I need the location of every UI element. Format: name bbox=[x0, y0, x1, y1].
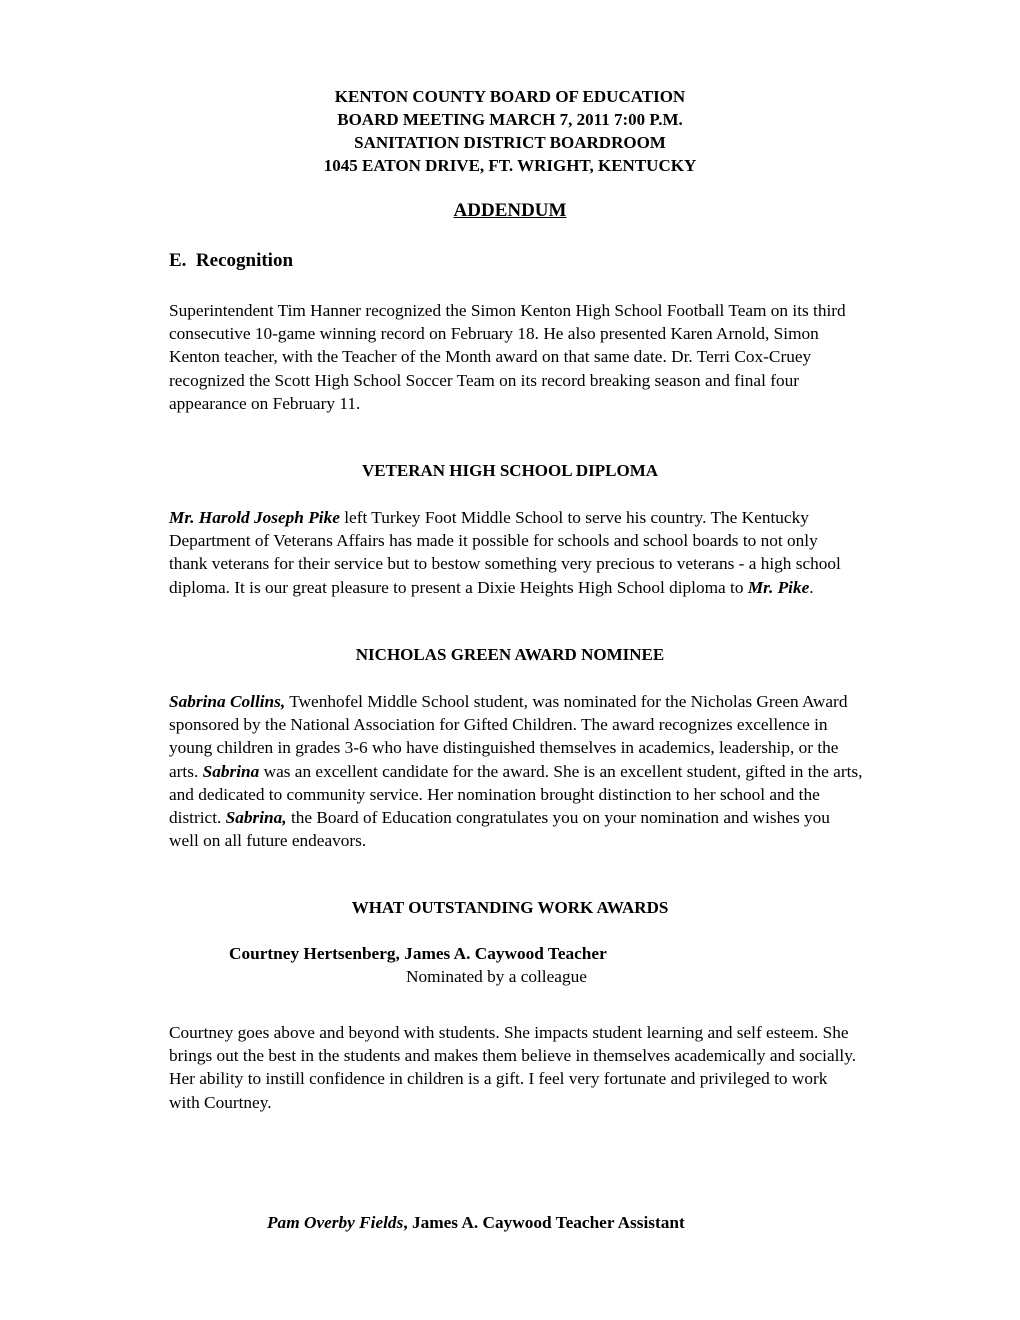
recognition-heading: E. Recognition bbox=[169, 250, 294, 271]
nicholas-text: and dedicated to community service. Her nomination brought distinction to her school and the bbox=[169, 784, 820, 804]
nicholas-text: sponsored by the National Association for Gifted Children. The award recognizes excellence in bbox=[169, 715, 828, 735]
award1-line: brings out the best in the students and makes them believe in themselves academically and socially. bbox=[169, 1046, 857, 1066]
veteran-paragraph bbox=[169, 506, 981, 599]
veteran-text: . bbox=[809, 577, 814, 597]
veteran-name: Mr. Harold Joseph Pike bbox=[169, 508, 340, 527]
recognition-line: Kenton teacher, with the Teacher of the Month award on that same date. Dr. Terri Cox-Cruey bbox=[169, 347, 812, 367]
nominee-name: Sabrina Collins, bbox=[169, 692, 286, 711]
what-heading: WHAT OUTSTANDING WORK AWARDS bbox=[351, 898, 669, 917]
nicholas-text: district. bbox=[169, 808, 226, 828]
award1-paragraph bbox=[169, 1021, 981, 1114]
award1-line: Courtney goes above and beyond with students. She impacts student learning and self esteem. She bbox=[169, 1023, 849, 1042]
veteran-name-short: Mr. Pike bbox=[747, 577, 810, 597]
nicholas-text: arts. bbox=[169, 761, 203, 781]
award1-line: Her ability to instill confidence in children is a gift. I feel very fortunate and privileged to work bbox=[169, 1069, 828, 1089]
nominee-name: Sabrina, bbox=[225, 808, 287, 828]
addendum-title: ADDENDUM bbox=[453, 200, 567, 221]
nicholas-text: Twenhofel Middle School student, was nominated for the Nicholas Green Award bbox=[285, 692, 848, 711]
veteran-text: thank veterans for their service but to bestow something very precious to veterans - a high school bbox=[169, 554, 841, 574]
veteran-heading: VETERAN HIGH SCHOOL DIPLOMA bbox=[361, 461, 659, 480]
award1-line: with Courtney. bbox=[169, 1092, 272, 1112]
recognition-line: recognized the Scott High School Soccer Team on its record breaking season and final four bbox=[169, 370, 800, 390]
header-line-3: SANITATION DISTRICT BOARDROOM bbox=[354, 133, 666, 152]
veteran-text: diploma. It is our great pleasure to present a Dixie Heights High School diploma to bbox=[169, 577, 748, 597]
award1-subtitle: Nominated by a colleague bbox=[406, 967, 587, 986]
nicholas-heading: NICHOLAS GREEN AWARD NOMINEE bbox=[355, 645, 665, 664]
nicholas-text: the Board of Education congratulates you on your nomination and wishes you bbox=[286, 808, 830, 828]
header-line-4: 1045 EATON DRIVE, FT. WRIGHT, KENTUCKY bbox=[323, 156, 697, 175]
recognition-line: consecutive 10-game winning record on February 18. He also presented Karen Arnold, Simon bbox=[169, 324, 819, 344]
header-line-1: KENTON COUNTY BOARD OF EDUCATION bbox=[334, 87, 686, 106]
recognition-line: appearance on February 11. bbox=[169, 393, 361, 413]
header-line-2: BOARD MEETING MARCH 7, 2011 7:00 P.M. bbox=[337, 110, 683, 129]
award2-role: , James A. Caywood Teacher Assistant bbox=[403, 1213, 685, 1232]
award1-title: Courtney Hertsenberg, James A. Caywood Teacher bbox=[229, 944, 607, 963]
nicholas-text: well on all future endeavors. bbox=[169, 831, 367, 851]
award2-title bbox=[267, 1213, 685, 1233]
recognition-paragraph bbox=[169, 299, 981, 415]
recognition-line: Superintendent Tim Hanner recognized the Simon Kenton High School Football Team on its third bbox=[169, 301, 846, 320]
nicholas-text: was an excellent candidate for the award. She is an excellent student, gifted in the arts, bbox=[259, 761, 863, 781]
nicholas-text: young children in grades 3-6 who have distinguished themselves in academics, leadership, or the bbox=[169, 738, 839, 758]
veteran-text: left Turkey Foot Middle School to serve his country. The Kentucky bbox=[339, 508, 809, 527]
nicholas-paragraph bbox=[169, 690, 981, 852]
nominee-name: Sabrina bbox=[202, 761, 260, 781]
veteran-text: Department of Veterans Affairs has made it possible for schools and school boards to not only bbox=[169, 531, 818, 551]
award2-name: Pam Overby Fields bbox=[267, 1213, 404, 1232]
